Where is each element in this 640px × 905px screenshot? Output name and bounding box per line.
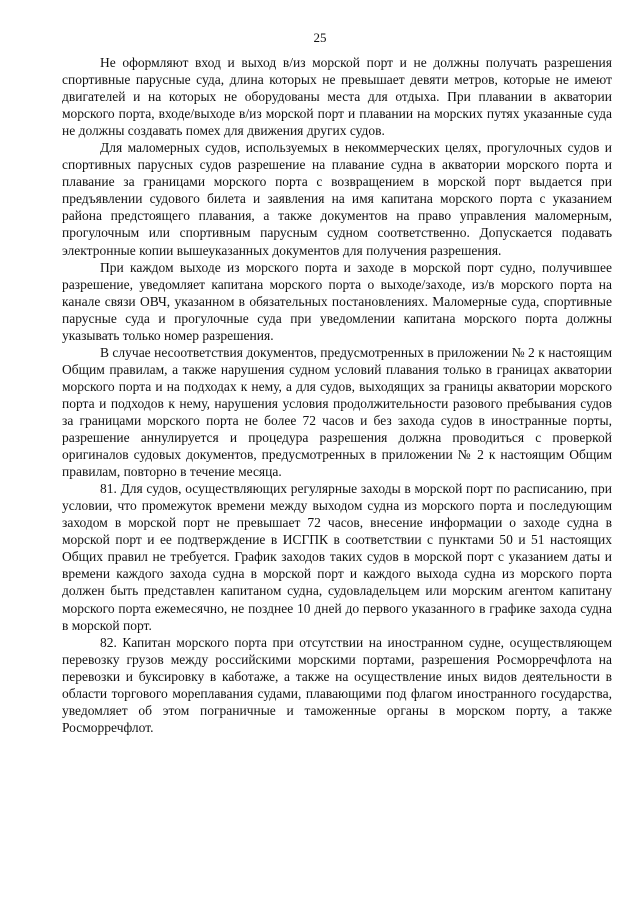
paragraph-vhf-notification: При каждом выходе из морского порта и заходе в морской порт судно, получившее разрешение, уведомляет капитана морского порта о выходе/заходе, из/в морского порта на канале связи ОВЧ, указанном в обязательных постановлениях. Маломерные суда, спортивные парусные суда и прогулочные суда при уведомлении капитана морского порта должны указывать только номер разрешения. — [62, 259, 612, 343]
paragraph-permit-cancellation: В случае несоответствия документов, предусмотренных в приложении № 2 к настоящим Общим правилам, а также нарушения судном условий плавания только в границах акватории морского порта и на подходах к нему, а для судов, выходящих за границы акватории морского порта и подходов к нему, нарушения условия продолжительности разового пребывания судов за границами морского порта не более 72 часов и без захода судов в иностранные порты, разрешение аннулируется и процедура разрешения должна проводиться с проверкой оригиналов судовых документов, предусмотренных в приложении № 2 к настоящим Общим правилам, повторно в течение месяца. — [62, 344, 612, 480]
page-number: 25 — [313, 30, 327, 45]
paragraph-small-vessels-permit: Для маломерных судов, используемых в некоммерческих целях, прогулочных судов и спортивных парусных судов разрешение на плавание судна в акватории морского порта и плавание за границами морского порта с возвращением в морской порт выдается при предъявлении судового билета и заявления на имя капитана морского порта с указанием района предстоящего плавания, а также документов на право управления маломерным, прогулочным или спортивным парусным судном соответственно. Допускается подавать электронные копии вышеуказанных документов для получения разрешения. — [62, 140, 612, 258]
paragraph-sport-sailing-vessels: Не оформляют вход и выход в/из морской порт и не должны получать разрешения спортивные парусные суда, длина которых не превышает девяти метров, которые не имеют двигателей и на которых не оборудованы места для отдыха. При плавании в акватории морского порта, входе/выходе в/из морской порт и плавании на морских путях указанные суда не должны создавать помех для движения других судов. — [62, 55, 612, 139]
paragraph-item-82: 82. Капитан морского порта при отсутствии на иностранном судне, осуществляющем перевозку грузов между российскими морскими портами, разрешения Росморречфлота на перевозки и буксировку в каботаже, а также на осуществление иных видов деятельности в области торгового мореплавания судами, плавающими под флагом иностранного государства, уведомляет об этом пограничные и таможенные органы в морском порту, а также Росморречфлот. — [62, 634, 612, 735]
document-body — [62, 54, 612, 736]
paragraph-item-81: 81. Для судов, осуществляющих регулярные заходы в морской порт по расписанию, при условии, что промежуток времени между выходом судна из морского порта и последующим заходом в морской порт не превышает 72 часов, внесение информации о заходе судна в морской порт и ее подтверждение в ИСГПК в соответствии с пунктами 50 и 51 настоящих Общих правил не требуется. График заходов таких судов в морской порт с указанием даты и времени каждого захода судна в морской порт и каждого выхода судна из морского порта должен быть представлен капитаном судна, судовладельцем или морским агентом капитану морского порта ежемесячно, не позднее 10 дней до первого указанного в графике захода судна в морской порт. — [62, 481, 612, 633]
